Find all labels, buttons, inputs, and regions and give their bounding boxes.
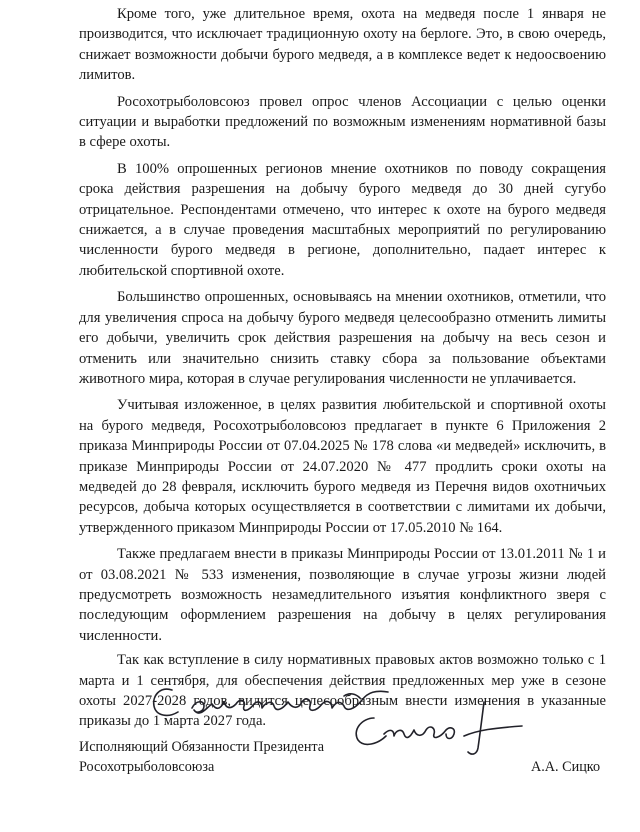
paragraph-amendments: Также предлагаем внести в приказы Минприроды России от 13.01.2011 № 1 и от 03.08.2021 № 533 изменения, позволяющие в случае угрозы жизни людей предусмотреть возможность незамедлительного изъятия конфликтного зверя с последующим оформлением разрешения на добычу в целях регулирования численности. (79, 546, 606, 644)
paragraph-hunting-season: Кроме того, уже длительное время, охота на медведя после 1 января не производится, что исключает традиционную охоту на берлоге. Это, в свою очередь, снижает возможности добычи бурого медведя, а в комплексе ведет к недоосвоению лимитов. (79, 6, 606, 84)
paragraph-survey-results: В 100% опрошенных регионов мнение охотников по поводу сокращения срока действия разрешения на добычу бурого медведя до 30 дней сугубо отрицательное. Респондентами отмечено, что интерес к охоте на бурого медведя снижается, а в случае проведения масштабных мероприятий по регулированию численности бурого медведя в регионе, дополнительно, падает интерес к любительской спортивной охоте. (79, 160, 606, 279)
organization-name: Росохотрыболовсоюза (79, 759, 215, 775)
signatory-name: А.А. Сицко (531, 759, 601, 775)
paragraph-proposal: Учитывая изложенное, в целях развития любительской и спортивной охоты на бурого медведя, Росохотрыболовсоюз предлагает в пункте 6 Приложения 2 приказа Минприроды России от 07.04.2025 № 178 слова «и медведей» исключить, в приказе Минприроды России от 24.07.2020 № 477 продлить сроки охоты на медведей до 28 февраля, исключить бурого медведя из Перечня видов охотничьих ресурсов, добыча которых осуществляется в соответствии с лимитами их добычи, утвержденного приказом Минприроды России от 17.05.2010 № 164. (79, 397, 606, 536)
paragraph-timing: Так как вступление в силу нормативных правовых актов возможно только с 1 марта и 1 сентября, для обеспечения действия предложенных мер уже в сезоне охоты 2027-2028 годов, видится целесообразным внести изменения в указанные приказы до 1 марта 2027 года. (79, 652, 606, 730)
position-title: Исполняющий Обязанности Президента (79, 739, 325, 755)
paragraph-majority-opinion: Большинство опрошенных, основываясь на мнении охотников, отметили, что для увеличения спроса на добычу бурого медведя целесообразно отменить лимиты его добычи, увеличить срок действия разрешения на добычу на весь сезон и отменить или значительно снизить ставку сбора за пользование объектами животного мира, которая в случае регулирования численности не уплачивается. (79, 289, 606, 387)
letter-body (79, 4, 606, 738)
paragraph-survey: Росохотрыболовсоюз провел опрос членов Ассоциации с целью оценки ситуации и выработки предложений по возможным изменениям нормативной базы в сфере охоты. (79, 93, 606, 151)
signatory-position (79, 737, 409, 777)
